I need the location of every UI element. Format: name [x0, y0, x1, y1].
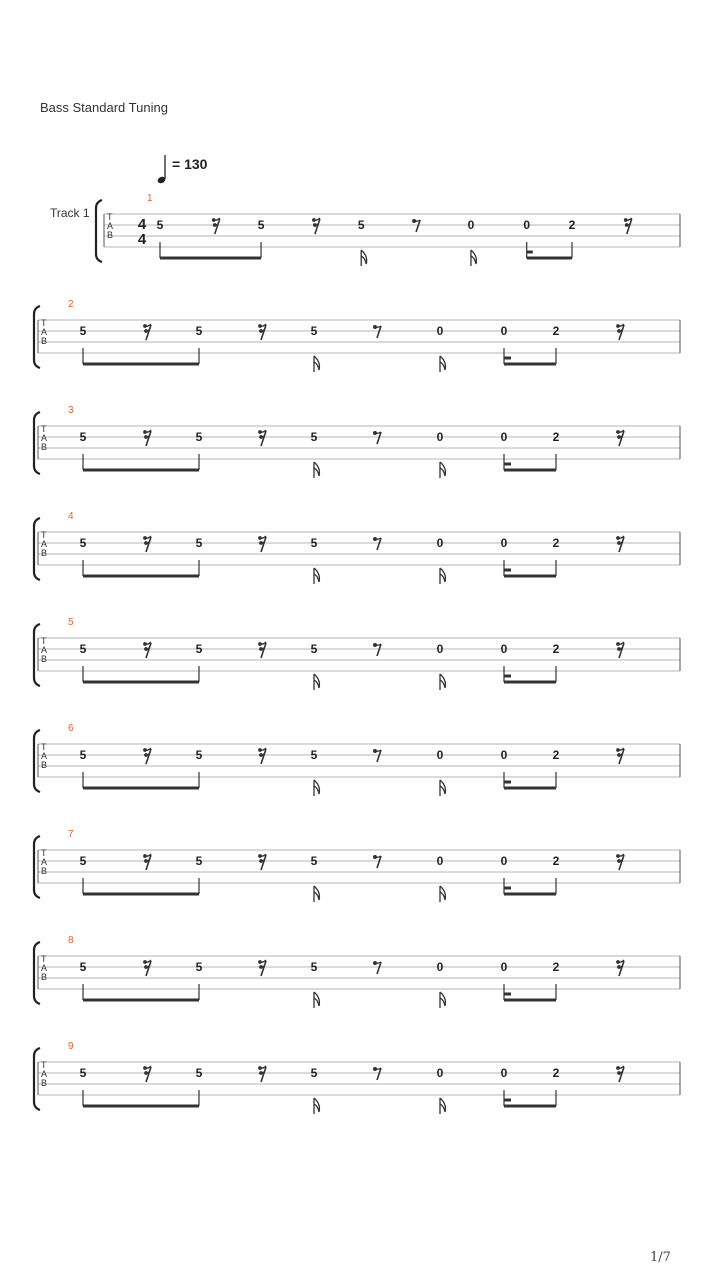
tab-clef-letter: T — [41, 848, 47, 858]
measure-number: 3 — [68, 405, 74, 416]
fret-number: 2 — [552, 854, 560, 868]
measure-number: 7 — [68, 829, 74, 840]
eighth-note-flag — [440, 356, 445, 370]
track-name: Track 1 — [50, 206, 90, 220]
eighth-note-flag — [440, 674, 445, 688]
eighth-note-flag — [361, 250, 366, 264]
fret-number: 5 — [310, 642, 318, 656]
tab-clef-letter: T — [41, 954, 47, 964]
fret-number: 5 — [79, 642, 87, 656]
fret-number: 5 — [195, 430, 203, 444]
sixteenth-rest-icon — [616, 430, 624, 446]
fret-number: 5 — [310, 960, 318, 974]
sixteenth-rest-icon — [616, 642, 624, 658]
fret-number: 5 — [310, 854, 318, 868]
sixteenth-rest-icon — [143, 748, 151, 764]
fret-number: 2 — [568, 218, 576, 232]
tab-clef-letter: T — [41, 530, 47, 540]
fret-number: 0 — [436, 430, 444, 444]
measure-number: 6 — [68, 723, 74, 734]
sixteenth-rest-icon — [258, 960, 266, 976]
sixteenth-rest-icon — [616, 324, 624, 340]
tab-clef-letter: B — [41, 1078, 48, 1088]
system-bracket — [34, 730, 40, 792]
fret-number: 0 — [500, 324, 508, 338]
fret-number: 5 — [79, 324, 87, 338]
eighth-note-flag — [440, 462, 445, 476]
sixteenth-rest-icon — [258, 854, 266, 870]
sixteenth-rest-icon — [258, 324, 266, 340]
fret-number: 2 — [552, 1066, 560, 1080]
fret-number: 0 — [500, 430, 508, 444]
system-bracket — [34, 412, 40, 474]
fret-number: 5 — [195, 642, 203, 656]
fret-number: 5 — [357, 218, 365, 232]
fret-number: 5 — [310, 430, 318, 444]
tab-clef-letter: B — [41, 972, 48, 982]
tab-clef-letter: B — [41, 654, 48, 664]
system-bracket — [34, 942, 40, 1004]
fret-number: 0 — [500, 642, 508, 656]
fret-number: 5 — [195, 536, 203, 550]
fret-number: 5 — [195, 960, 203, 974]
eighth-note-flag — [314, 992, 319, 1006]
tab-clef-letter: B — [41, 442, 48, 452]
tab-clef-letter: T — [41, 318, 47, 328]
fret-number: 5 — [79, 960, 87, 974]
measure-number: 4 — [68, 511, 74, 522]
sixteenth-rest-icon — [143, 642, 151, 658]
system-bracket — [96, 200, 102, 262]
sixteenth-rest-icon — [258, 536, 266, 552]
tab-clef-letter: B — [41, 866, 48, 876]
fret-number: 5 — [310, 324, 318, 338]
fret-number: 5 — [310, 536, 318, 550]
tab-clef-letter: A — [41, 751, 48, 761]
fret-number: 5 — [79, 430, 87, 444]
sixteenth-rest-icon — [616, 748, 624, 764]
tab-clef-letter: T — [107, 212, 113, 222]
sixteenth-rest-icon — [258, 430, 266, 446]
tab-clef-letter: A — [41, 645, 48, 655]
fret-number: 0 — [436, 854, 444, 868]
fret-number: 5 — [195, 748, 203, 762]
fret-number: 0 — [500, 536, 508, 550]
tab-clef-letter: A — [41, 327, 48, 337]
eighth-note-flag — [314, 674, 319, 688]
measure-number: 2 — [68, 299, 74, 310]
eighth-note-flag — [314, 568, 319, 582]
fret-number: 0 — [500, 854, 508, 868]
sixteenth-rest-icon — [143, 854, 151, 870]
fret-number: 0 — [436, 324, 444, 338]
eighth-note-flag — [440, 886, 445, 900]
fret-number: 2 — [552, 960, 560, 974]
fret-number: 5 — [195, 324, 203, 338]
fret-number: 5 — [79, 1066, 87, 1080]
sixteenth-rest-icon — [616, 960, 624, 976]
tab-clef-letter: A — [41, 539, 48, 549]
fret-number: 2 — [552, 430, 560, 444]
fret-number: 0 — [436, 1066, 444, 1080]
sixteenth-rest-icon — [312, 218, 320, 234]
fret-number: 0 — [500, 960, 508, 974]
fret-number: 2 — [552, 536, 560, 550]
eighth-note-flag — [314, 780, 319, 794]
tab-clef-letter: A — [41, 963, 48, 973]
eighth-note-flag — [440, 1098, 445, 1112]
eighth-note-flag — [440, 780, 445, 794]
sixteenth-rest-icon — [212, 218, 220, 234]
eighth-note-flag — [440, 568, 445, 582]
eighth-note-flag — [314, 886, 319, 900]
fret-number: 2 — [552, 324, 560, 338]
fret-number: 5 — [79, 748, 87, 762]
tab-clef-letter: A — [41, 433, 48, 443]
system-bracket — [34, 1048, 40, 1110]
system-bracket — [34, 836, 40, 898]
sixteenth-rest-icon — [143, 1066, 151, 1082]
measure-number: 8 — [68, 935, 74, 946]
tuning-label: Bass Standard Tuning — [40, 100, 168, 115]
eighth-note-flag — [314, 356, 319, 370]
tab-clef-letter: B — [41, 336, 48, 346]
sixteenth-rest-icon — [258, 1066, 266, 1082]
fret-number: 0 — [436, 642, 444, 656]
fret-number: 5 — [79, 536, 87, 550]
eighth-note-flag — [471, 250, 476, 264]
time-signature-denominator: 4 — [137, 231, 147, 248]
fret-number: 0 — [467, 218, 475, 232]
tab-clef-letter: A — [107, 221, 114, 231]
measure-number: 1 — [147, 193, 153, 204]
fret-number: 5 — [79, 854, 87, 868]
sixteenth-rest-icon — [143, 960, 151, 976]
tab-clef-letter: B — [107, 230, 114, 240]
fret-number: 5 — [195, 854, 203, 868]
tab-clef-letter: B — [41, 548, 48, 558]
fret-number: 0 — [436, 960, 444, 974]
tab-clef-letter: A — [41, 857, 48, 867]
fret-number: 5 — [310, 748, 318, 762]
system-bracket — [34, 624, 40, 686]
tab-clef-letter: T — [41, 636, 47, 646]
fret-number: 2 — [552, 748, 560, 762]
sixteenth-rest-icon — [616, 854, 624, 870]
tab-clef-letter: B — [41, 760, 48, 770]
tab-clef-letter: A — [41, 1069, 48, 1079]
sixteenth-rest-icon — [258, 748, 266, 764]
sixteenth-rest-icon — [143, 324, 151, 340]
sixteenth-rest-icon — [624, 218, 632, 234]
page-number: 1/7 — [650, 1250, 671, 1265]
sixteenth-rest-icon — [258, 642, 266, 658]
fret-number: 5 — [195, 1066, 203, 1080]
tab-clef-letter: T — [41, 742, 47, 752]
fret-number: 5 — [257, 218, 265, 232]
eighth-note-flag — [314, 462, 319, 476]
tab-clef-letter: T — [41, 1060, 47, 1070]
sixteenth-rest-icon — [143, 430, 151, 446]
sixteenth-rest-icon — [616, 536, 624, 552]
fret-number: 5 — [156, 218, 164, 232]
sixteenth-rest-icon — [616, 1066, 624, 1082]
fret-number: 0 — [523, 218, 531, 232]
fret-number: 5 — [310, 1066, 318, 1080]
tempo-value: = 130 — [172, 156, 208, 172]
sixteenth-rest-icon — [143, 536, 151, 552]
system-bracket — [34, 306, 40, 368]
fret-number: 0 — [436, 536, 444, 550]
time-signature-numerator: 4 — [137, 216, 147, 233]
fret-number: 2 — [552, 642, 560, 656]
fret-number: 0 — [500, 748, 508, 762]
fret-number: 0 — [436, 748, 444, 762]
eighth-note-flag — [314, 1098, 319, 1112]
measure-number: 9 — [68, 1041, 74, 1052]
system-bracket — [34, 518, 40, 580]
tab-clef-letter: T — [41, 424, 47, 434]
eighth-note-flag — [440, 992, 445, 1006]
measure-number: 5 — [68, 617, 74, 628]
fret-number: 0 — [500, 1066, 508, 1080]
